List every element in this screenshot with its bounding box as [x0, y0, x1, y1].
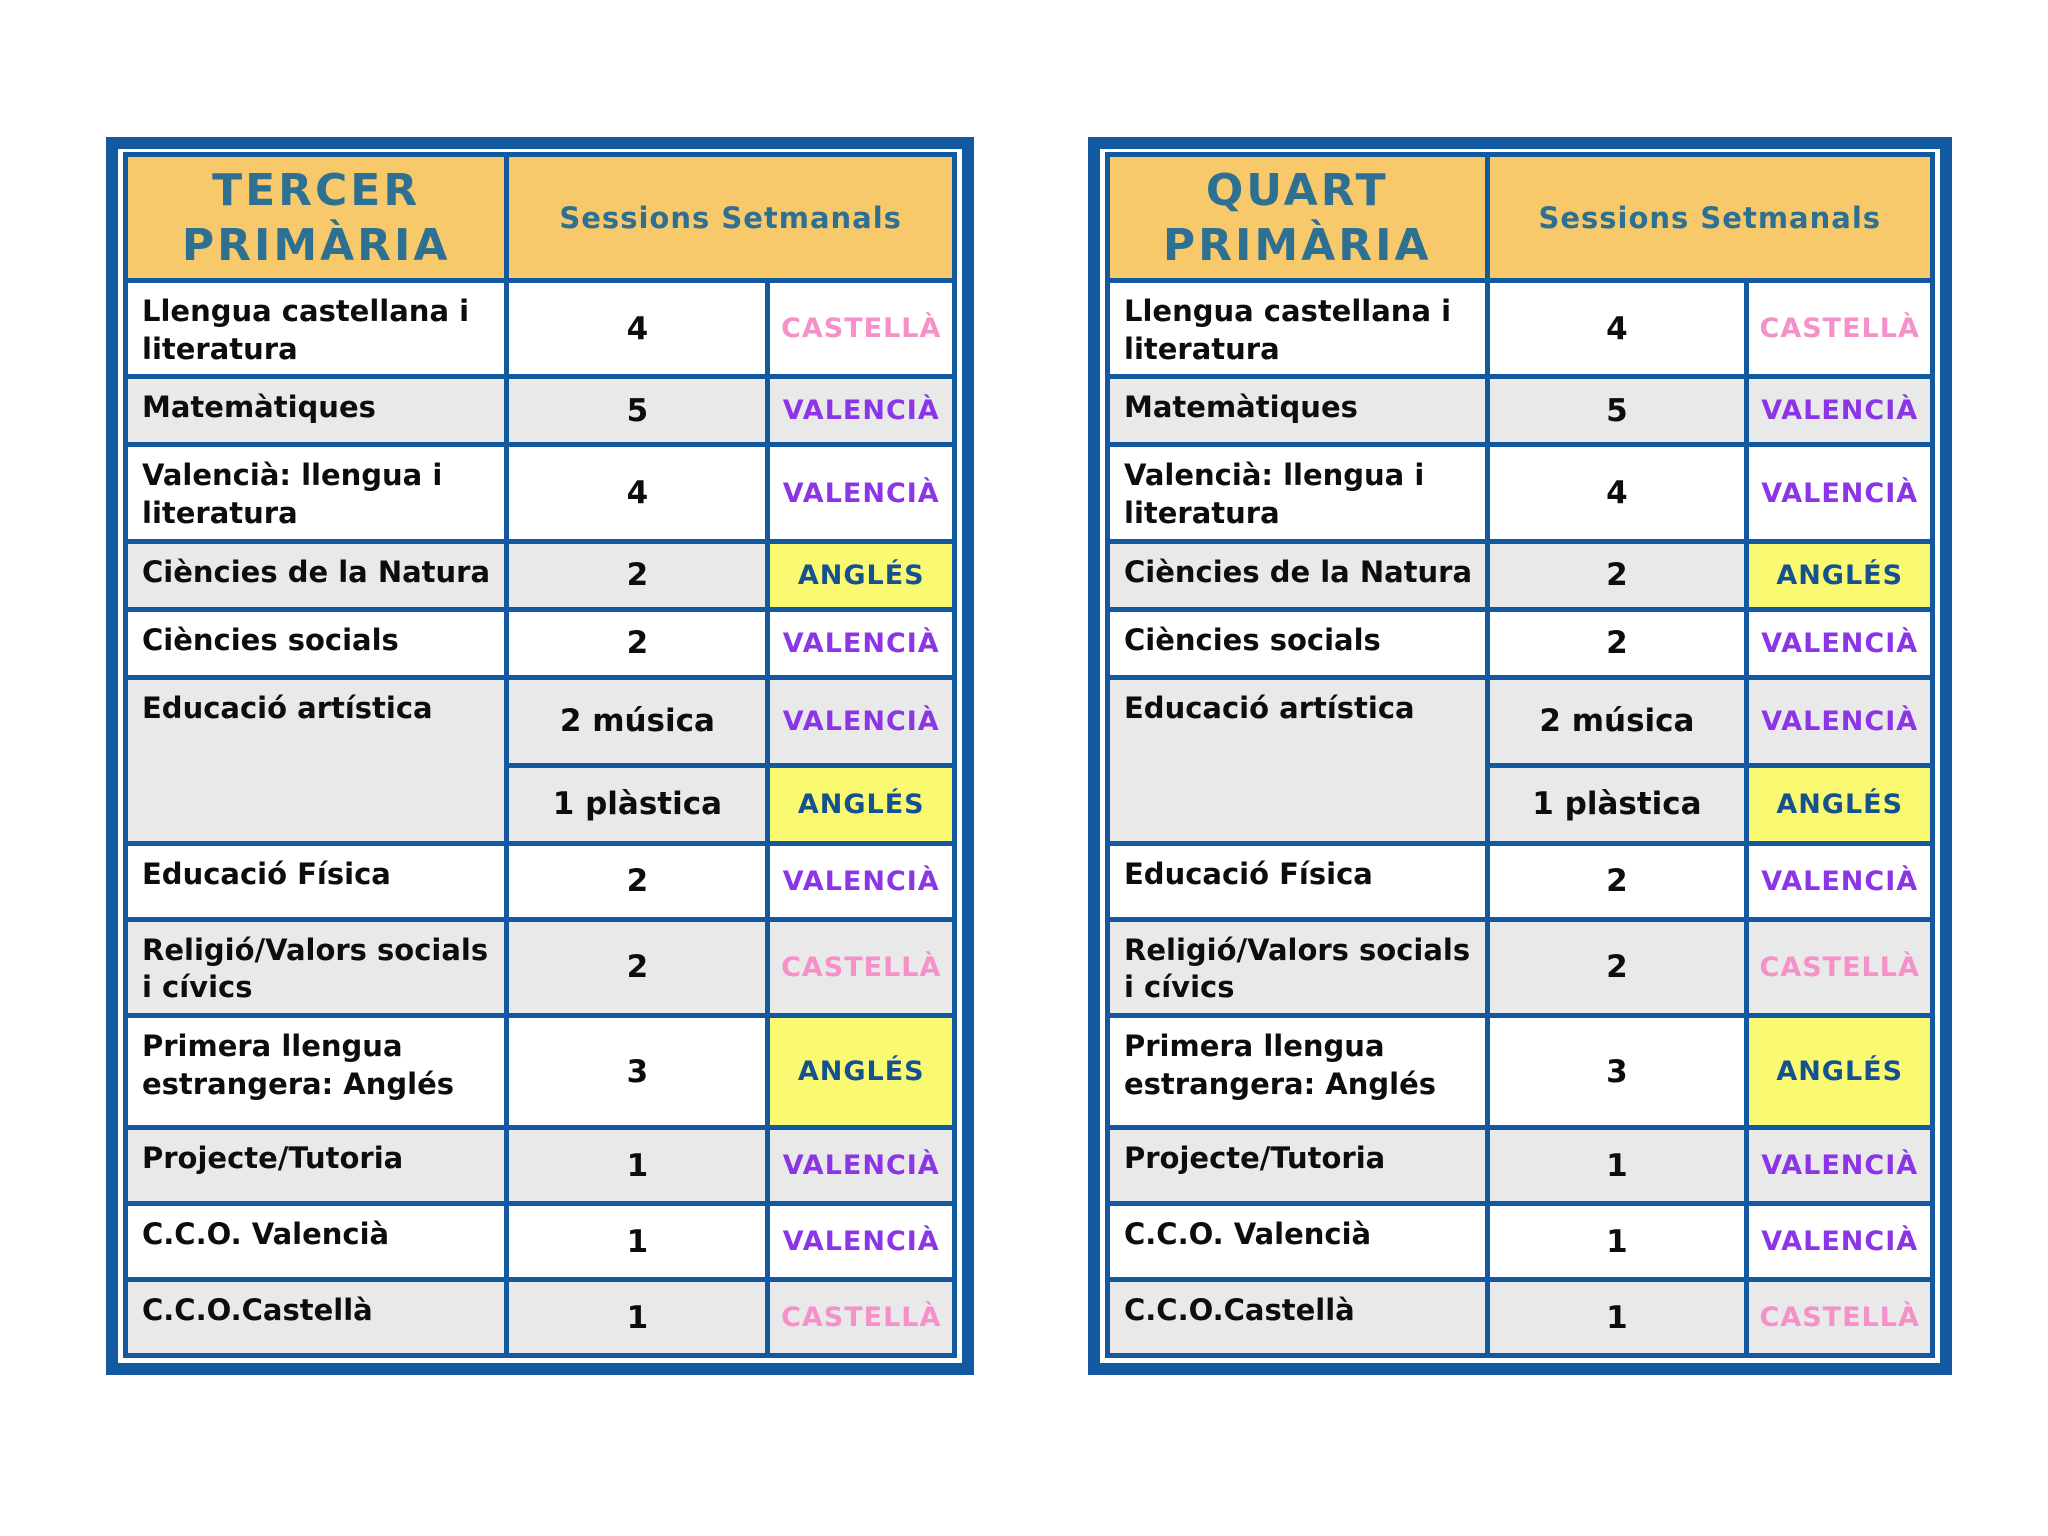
subject-cell: Educació artística [1108, 677, 1488, 843]
language-cell: ANGLÉS [768, 765, 955, 843]
language-cell: VALENCIÀ [768, 445, 955, 541]
sessions-header: Sessions Setmanals [1487, 155, 1933, 281]
sessions-cell: 1 [1487, 1280, 1747, 1356]
language-cell: VALENCIÀ [768, 609, 955, 677]
sessions-cell: 2 [507, 843, 768, 919]
subject-cell: Projecte/Tutoria [126, 1128, 507, 1204]
language-cell: VALENCIÀ [768, 677, 955, 765]
sessions-cell: 2 música [507, 677, 768, 765]
table-row [126, 843, 955, 919]
table-row [1108, 677, 1933, 765]
table-row [126, 1128, 955, 1204]
subject-cell: Matemàtiques [1108, 377, 1488, 445]
header-row [126, 155, 955, 281]
grade-title-line1: TERCER [212, 164, 421, 216]
table-row [126, 377, 955, 445]
sessions-cell: 5 [507, 377, 768, 445]
table-row [1108, 843, 1933, 919]
sessions-cell: 2 [507, 541, 768, 609]
language-cell: VALENCIÀ [768, 1204, 955, 1280]
table-row [1108, 1016, 1933, 1128]
subject-cell: Educació Física [126, 843, 507, 919]
sessions-cell: 2 música [1487, 677, 1747, 765]
subject-cell: Ciències de la Natura [126, 541, 507, 609]
sessions-cell: 2 [1487, 609, 1747, 677]
grade-title-line1: QUART [1205, 164, 1389, 216]
table-row [126, 1016, 955, 1128]
subject-cell: Primera llengua estrangera: Anglés [1108, 1016, 1488, 1128]
subject-cell: Religió/Valors socials i cívics [1108, 919, 1488, 1015]
sessions-cell: 1 [1487, 1128, 1747, 1204]
subject-cell: C.C.O. Valencià [1108, 1204, 1488, 1280]
subject-cell: Ciències de la Natura [1108, 541, 1488, 609]
table-row [126, 1280, 955, 1356]
sessions-cell: 2 [507, 919, 768, 1015]
language-cell: VALENCIÀ [1747, 445, 1933, 541]
language-cell: ANGLÉS [1747, 541, 1933, 609]
language-cell: VALENCIÀ [1747, 1204, 1933, 1280]
sessions-cell: 1 [507, 1280, 768, 1356]
table-row [1108, 1128, 1933, 1204]
sessions-cell: 3 [1487, 1016, 1747, 1128]
subject-cell: Valencià: llengua i literatura [126, 445, 507, 541]
subject-cell: Llengua castellana i literatura [1108, 281, 1488, 377]
language-cell: ANGLÉS [768, 541, 955, 609]
table-row [126, 1204, 955, 1280]
table-row [126, 445, 955, 541]
subject-cell: C.C.O. Valencià [126, 1204, 507, 1280]
table-row [126, 541, 955, 609]
language-cell: CASTELLÀ [1747, 919, 1933, 1015]
table-row [1108, 1280, 1933, 1356]
table-row [1108, 445, 1933, 541]
sessions-cell: 2 [1487, 843, 1747, 919]
sessions-cell: 1 plàstica [1487, 765, 1747, 843]
language-cell: CASTELLÀ [768, 281, 955, 377]
sessions-cell: 4 [507, 281, 768, 377]
subject-cell: C.C.O.Castellà [126, 1280, 507, 1356]
language-cell: CASTELLÀ [768, 919, 955, 1015]
table-row [1108, 609, 1933, 677]
subject-cell: Ciències socials [1108, 609, 1488, 677]
table-row [1108, 541, 1933, 609]
table-row [1108, 1204, 1933, 1280]
header-row [1108, 155, 1933, 281]
table-row [1108, 919, 1933, 1015]
table-row [126, 919, 955, 1015]
sessions-cell: 4 [1487, 281, 1747, 377]
tercer-table [123, 152, 957, 1358]
table-row [1108, 281, 1933, 377]
language-cell: CASTELLÀ [1747, 281, 1933, 377]
grade-title [1108, 155, 1488, 281]
language-cell: VALENCIÀ [1747, 843, 1933, 919]
language-cell: VALENCIÀ [768, 377, 955, 445]
sessions-cell: 5 [1487, 377, 1747, 445]
sessions-cell: 1 [507, 1128, 768, 1204]
subject-cell: Religió/Valors socials i cívics [126, 919, 507, 1015]
subject-cell: Projecte/Tutoria [1108, 1128, 1488, 1204]
schedule-table-tercer [106, 137, 974, 1375]
language-cell: VALENCIÀ [1747, 377, 1933, 445]
subject-cell: Ciències socials [126, 609, 507, 677]
subject-cell: Primera llengua estrangera: Anglés [126, 1016, 507, 1128]
subject-cell: Matemàtiques [126, 377, 507, 445]
table-row [1108, 377, 1933, 445]
language-cell: VALENCIÀ [1747, 1128, 1933, 1204]
sessions-cell: 4 [1487, 445, 1747, 541]
sessions-header: Sessions Setmanals [507, 155, 955, 281]
subject-cell: Educació Física [1108, 843, 1488, 919]
language-cell: CASTELLÀ [1747, 1280, 1933, 1356]
language-cell: ANGLÉS [768, 1016, 955, 1128]
sessions-cell: 1 [507, 1204, 768, 1280]
grade-title-line2: PRIMÀRIA [1162, 219, 1432, 271]
language-cell: VALENCIÀ [768, 1128, 955, 1204]
language-cell: ANGLÉS [1747, 1016, 1933, 1128]
sessions-cell: 1 plàstica [507, 765, 768, 843]
table-row [126, 609, 955, 677]
language-cell: ANGLÉS [1747, 765, 1933, 843]
sessions-cell: 2 [1487, 919, 1747, 1015]
sessions-cell: 2 [507, 609, 768, 677]
table-row [126, 281, 955, 377]
subject-cell: C.C.O.Castellà [1108, 1280, 1488, 1356]
schedule-table-quart [1088, 137, 1952, 1375]
sessions-cell: 1 [1487, 1204, 1747, 1280]
table-row [126, 677, 955, 765]
grade-title [126, 155, 507, 281]
language-cell: VALENCIÀ [1747, 677, 1933, 765]
subject-cell: Llengua castellana i literatura [126, 281, 507, 377]
language-cell: VALENCIÀ [768, 843, 955, 919]
sessions-cell: 3 [507, 1016, 768, 1128]
subject-cell: Educació artística [126, 677, 507, 843]
sessions-cell: 2 [1487, 541, 1747, 609]
language-cell: CASTELLÀ [768, 1280, 955, 1356]
grade-title-line2: PRIMÀRIA [181, 219, 451, 271]
language-cell: VALENCIÀ [1747, 609, 1933, 677]
quart-table [1105, 152, 1935, 1358]
sessions-cell: 4 [507, 445, 768, 541]
subject-cell: Valencià: llengua i literatura [1108, 445, 1488, 541]
